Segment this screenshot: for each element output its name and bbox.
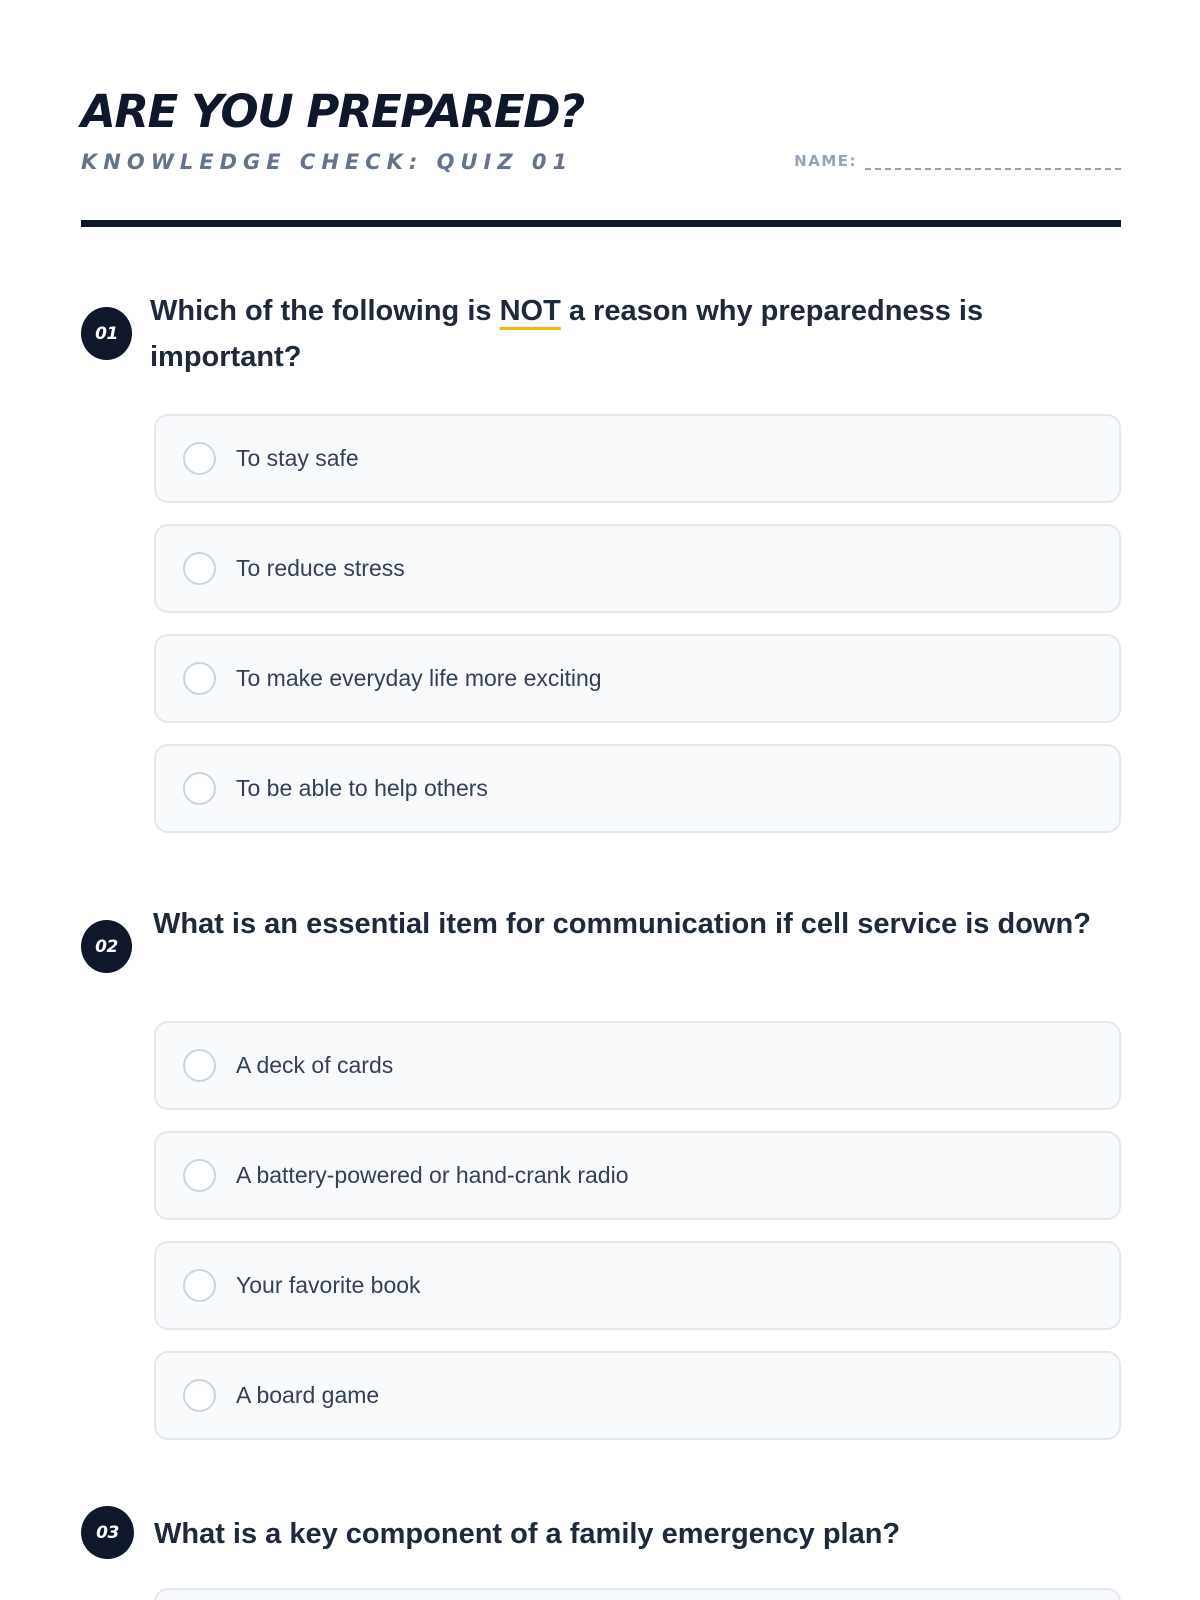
answer-option[interactable] bbox=[154, 634, 1121, 723]
radio-button[interactable] bbox=[183, 1049, 216, 1082]
answer-option[interactable] bbox=[154, 1241, 1121, 1330]
answer-option[interactable] bbox=[154, 524, 1121, 613]
question-number-badge: 01 bbox=[81, 307, 132, 360]
question-text bbox=[150, 288, 1110, 380]
answer-option-label: To make everyday life more exciting bbox=[236, 665, 602, 691]
answer-option[interactable] bbox=[154, 1351, 1121, 1440]
page-title: ARE YOU PREPARED? bbox=[81, 85, 584, 138]
answer-option-label: A deck of cards bbox=[236, 1052, 394, 1078]
radio-button[interactable] bbox=[183, 772, 216, 805]
radio-button[interactable] bbox=[183, 1159, 216, 1192]
answer-option-label: A board game bbox=[236, 1382, 380, 1408]
radio-button[interactable] bbox=[183, 442, 216, 475]
question-text: What is an essential item for communication if cell service is down? bbox=[153, 908, 1091, 940]
question-text: What is a key component of a family emergency plan? bbox=[154, 1518, 901, 1550]
answer-option-label: To reduce stress bbox=[236, 555, 405, 581]
header-divider bbox=[81, 220, 1121, 227]
name-blank-line[interactable] bbox=[865, 154, 1121, 170]
radio-button[interactable] bbox=[183, 552, 216, 585]
question-emphasis: NOT bbox=[499, 295, 561, 327]
quiz-header bbox=[81, 0, 1121, 226]
answer-option[interactable] bbox=[154, 1021, 1121, 1110]
radio-button[interactable] bbox=[183, 1379, 216, 1412]
question-text-part: a reason why preparedness is important? bbox=[150, 295, 984, 373]
answer-option-label: A battery-powered or hand-crank radio bbox=[236, 1162, 629, 1188]
name-label: NAME: bbox=[794, 152, 857, 170]
radio-button[interactable] bbox=[183, 662, 216, 695]
question-text-part: Which of the following is bbox=[150, 295, 500, 327]
answer-option[interactable] bbox=[154, 414, 1121, 503]
page-subtitle: KNOWLEDGE CHECK: QUIZ 01 bbox=[81, 150, 574, 174]
answer-option-label: Your favorite book bbox=[236, 1272, 421, 1298]
name-field[interactable] bbox=[794, 152, 1121, 170]
question-number-badge: 03 bbox=[81, 1506, 134, 1559]
radio-button[interactable] bbox=[183, 1269, 216, 1302]
answer-option[interactable] bbox=[154, 1588, 1121, 1600]
answer-option-label: To be able to help others bbox=[236, 775, 488, 801]
quiz-page bbox=[81, 0, 1121, 1550]
question-number-badge: 02 bbox=[81, 920, 132, 973]
answer-option-label: To stay safe bbox=[236, 445, 359, 471]
answer-option[interactable] bbox=[154, 744, 1121, 833]
answer-option[interactable] bbox=[154, 1131, 1121, 1220]
